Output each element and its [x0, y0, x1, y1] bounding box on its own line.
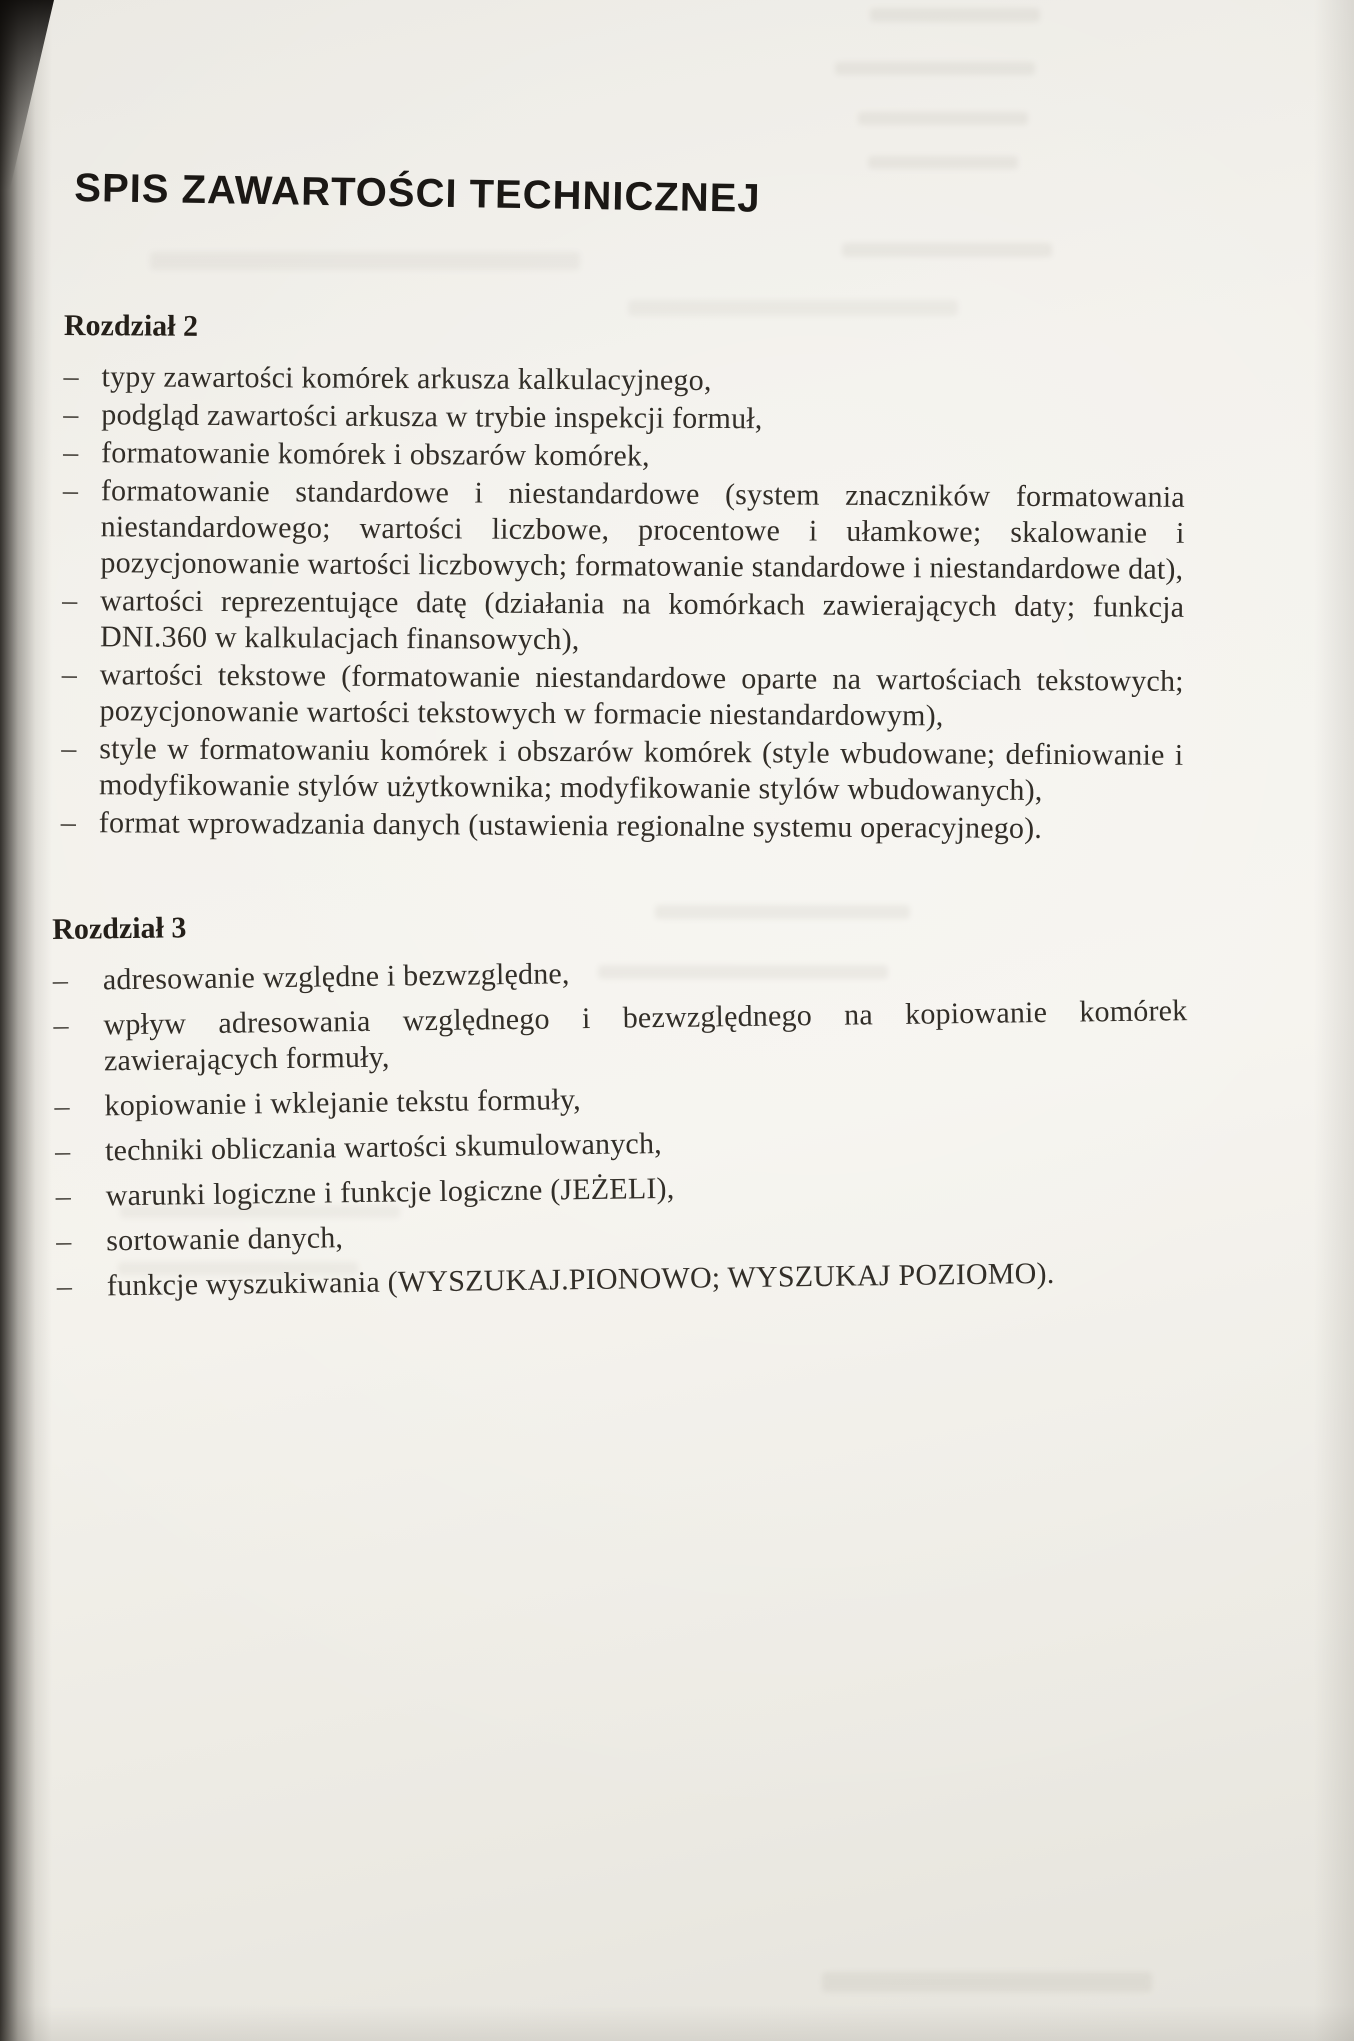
- dash-bullet: –: [61, 657, 78, 692]
- dash-bullet: –: [61, 731, 77, 766]
- dash-bullet: –: [63, 397, 79, 432]
- toc-list-rozdzial-2: [61, 359, 1186, 848]
- toc-item-text: format wprowadzania danych (ustawienia regionalne systemu operacyjnego).: [98, 806, 1043, 845]
- toc-item-text: formatowanie komórek i obszarów komórek,: [101, 436, 650, 473]
- dash-bullet: –: [63, 435, 79, 470]
- toc-item-text: wartości tekstowe (formatowanie niestandardowe oparte na wartościach tekstowych; pozycjonowanie wartości tekstowych w formacie niestandardowym),: [99, 658, 1184, 733]
- dash-bullet: –: [62, 473, 79, 508]
- section-rozdzial-2: [61, 309, 1186, 848]
- dash-bullet: –: [54, 1134, 71, 1168]
- toc-item: [63, 435, 1185, 478]
- toc-item-text: warunki logiczne i funkcje logiczne (JEŻELI),: [105, 1171, 675, 1213]
- toc-item-text: sortowanie danych,: [106, 1221, 344, 1258]
- toc-item: [63, 359, 1185, 402]
- bleed-through-artifact: [822, 1972, 1152, 1992]
- toc-item: [63, 397, 1185, 440]
- toc-item: [57, 1254, 1191, 1305]
- dash-bullet: –: [54, 1089, 70, 1123]
- toc-item: [62, 583, 1184, 662]
- toc-item: [56, 1209, 1190, 1260]
- dash-bullet: –: [56, 1269, 73, 1303]
- toc-item-text: funkcje wyszukiwania (WYSZUKAJ.PIONOWO; WYSZUKAJ POZIOMO).: [106, 1256, 1055, 1303]
- page-bottom-shade: [0, 2005, 1354, 2041]
- toc-item-text: style w formatowaniu komórek i obszarów komórek (style wbudowane; definiowanie i modyfikowanie stylów użytkownika; modyfikowanie stylów wbudowanych),: [98, 732, 1184, 807]
- dash-bullet: –: [52, 963, 69, 997]
- toc-item-text: techniki obliczania wartości skumulowanych,: [104, 1127, 663, 1168]
- dash-bullet: –: [55, 1179, 72, 1213]
- toc-list-rozdzial-3: [53, 948, 1191, 1305]
- toc-item-text: wpływ adresowania względnego i bezwzględnego na kopiowanie komórek zawierających formuły,: [103, 994, 1188, 1078]
- toc-item: [55, 1119, 1189, 1170]
- dash-bullet: –: [62, 583, 78, 618]
- chapter-heading-rozdzial-3: Rozdział 3: [52, 911, 187, 946]
- toc-item-text: typy zawartości komórek arkusza kalkulacyjnego,: [101, 360, 712, 397]
- toc-item: [53, 948, 1187, 999]
- toc-item: [61, 731, 1183, 810]
- dash-bullet: –: [63, 359, 79, 394]
- toc-item-text: podgląd zawartości arkusza w trybie inspekcji formuł,: [101, 398, 763, 436]
- dash-bullet: –: [60, 805, 77, 840]
- dash-bullet: –: [56, 1224, 72, 1258]
- toc-item-text: adresowanie względne i bezwzględne,: [102, 957, 570, 997]
- toc-item: [53, 993, 1188, 1080]
- toc-item-text: wartości reprezentujące datę (działania na komórkach zawierających daty; funkcja DNI.360 w kalkulacjach finansowych),: [99, 584, 1185, 657]
- toc-item: [55, 1164, 1189, 1215]
- toc-item: [54, 1074, 1188, 1125]
- toc-item: [61, 805, 1183, 848]
- section-rozdzial-3: [52, 898, 1191, 1305]
- dash-bullet: –: [53, 1008, 69, 1042]
- toc-item: [62, 473, 1185, 588]
- toc-item-text: kopiowanie i wklejanie tekstu formuły,: [104, 1083, 582, 1123]
- toc-item: [61, 657, 1183, 736]
- toc-item-text: formatowanie standardowe i niestandardowe (system znaczników formatowania niestandardowego; wartości liczbowe, procentowe i ułamkowe; skalowanie i pozycjonowanie wartości liczbowych; formatowanie standardowe i niestandardowe dat),: [100, 474, 1185, 586]
- page-title: SPIS ZAWARTOŚCI TECHNICZNEJ: [74, 166, 761, 221]
- chapter-heading-rozdzial-2: Rozdział 2: [63, 309, 199, 343]
